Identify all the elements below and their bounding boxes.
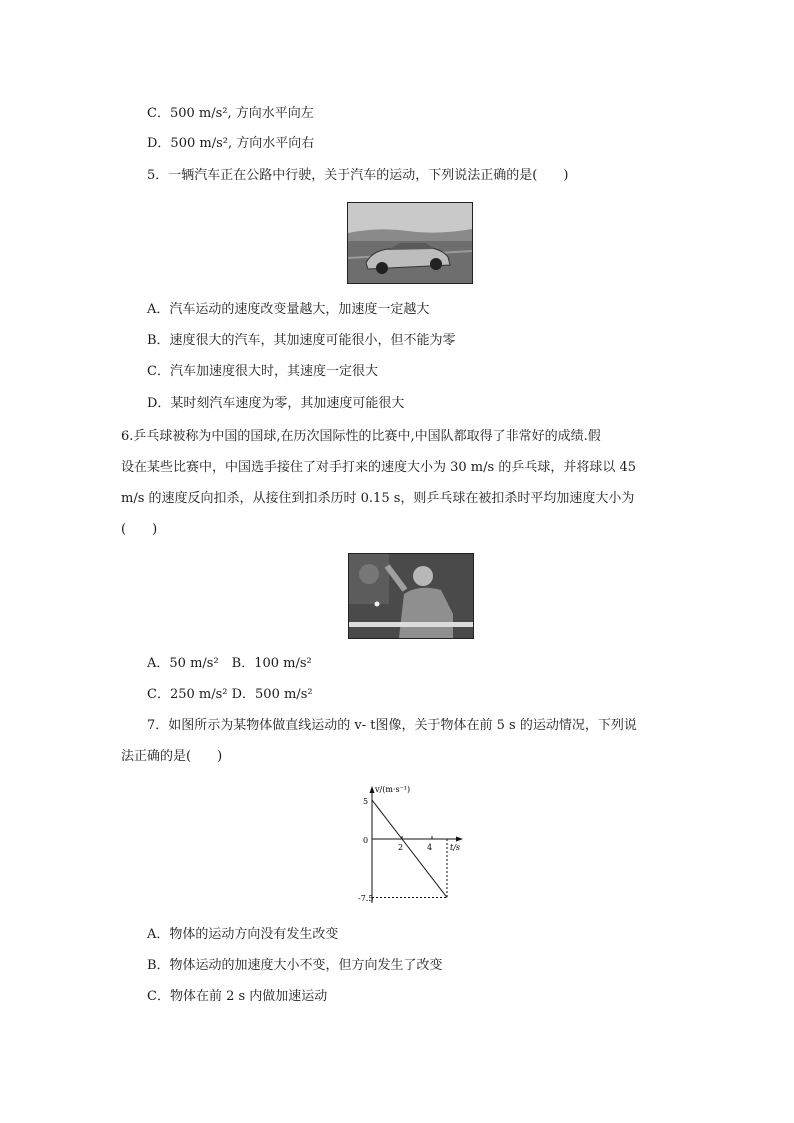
q5-stem: 5．一辆汽车正在公路中行驶，关于汽车的运动，下列说法正确的是( ) bbox=[147, 168, 569, 183]
q4-option-d: D．500 m/s², 方向水平向右 bbox=[147, 136, 315, 151]
x-tick-label: 2 bbox=[398, 843, 404, 852]
q7-option-a: A．物体的运动方向没有发生改变 bbox=[147, 927, 339, 942]
q7-option-b: B．物体运动的加速度大小不变，但方向发生了改变 bbox=[147, 958, 443, 973]
q6-stem bbox=[121, 421, 681, 545]
q4-option-c: C．500 m/s², 方向水平向左 bbox=[147, 106, 314, 121]
car-photo bbox=[347, 202, 473, 284]
q6-stem-line: ( ) bbox=[121, 522, 158, 537]
v-t-graph bbox=[358, 783, 478, 905]
q6-stem-line: 6.乒乓球被称为中国的国球,在历次国际性的比赛中,中国队都取得了非常好的成绩.假 bbox=[121, 429, 601, 444]
q5-option-a: A．汽车运动的速度改变量越大，加速度一定越大 bbox=[147, 302, 430, 317]
q6-stem-line: m/s 的速度反向扣杀，从接住到扣杀历时 0.15 s，则乒乓球在被扣杀时平均加速度大小为 bbox=[121, 491, 635, 506]
q5-option-b: B．速度很大的汽车，其加速度可能很小，但不能为零 bbox=[147, 333, 456, 348]
y-axis-arrow bbox=[370, 786, 375, 793]
y-tick-label: 5 bbox=[363, 797, 369, 806]
y-tick-label: 0 bbox=[363, 836, 369, 845]
q5-option-c: C．汽车加速度很大时，其速度一定很大 bbox=[147, 364, 378, 379]
x-axis-arrow bbox=[456, 837, 463, 842]
q7-stem-line2: 法正确的是( ) bbox=[121, 749, 223, 764]
y-axis-label: v/(m·s⁻¹) bbox=[375, 785, 411, 794]
y-tick-label: -7.5 bbox=[358, 894, 374, 903]
q7-option-c: C．物体在前 2 s 内做加速运动 bbox=[147, 989, 328, 1004]
velocity-line bbox=[372, 800, 447, 898]
x-axis-label: t/s bbox=[450, 843, 461, 852]
q6-options-cd: C．250 m/s² D．500 m/s² bbox=[147, 687, 313, 702]
q5-option-d: D．某时刻汽车速度为零，其加速度可能很大 bbox=[147, 396, 405, 411]
table-tennis-photo bbox=[348, 553, 474, 639]
q6-options-ab: A．50 m/s² B．100 m/s² bbox=[147, 656, 312, 671]
q6-stem-line: 设在某些比赛中，中国选手接住了对手打来的速度大小为 30 m/s 的乒乓球，并将球以 45 bbox=[121, 460, 636, 475]
x-tick-label: 4 bbox=[427, 843, 433, 852]
q7-stem-line1: 7．如图所示为某物体做直线运动的 v- t图像，关于物体在前 5 s 的运动情况，下列说 bbox=[147, 718, 637, 733]
